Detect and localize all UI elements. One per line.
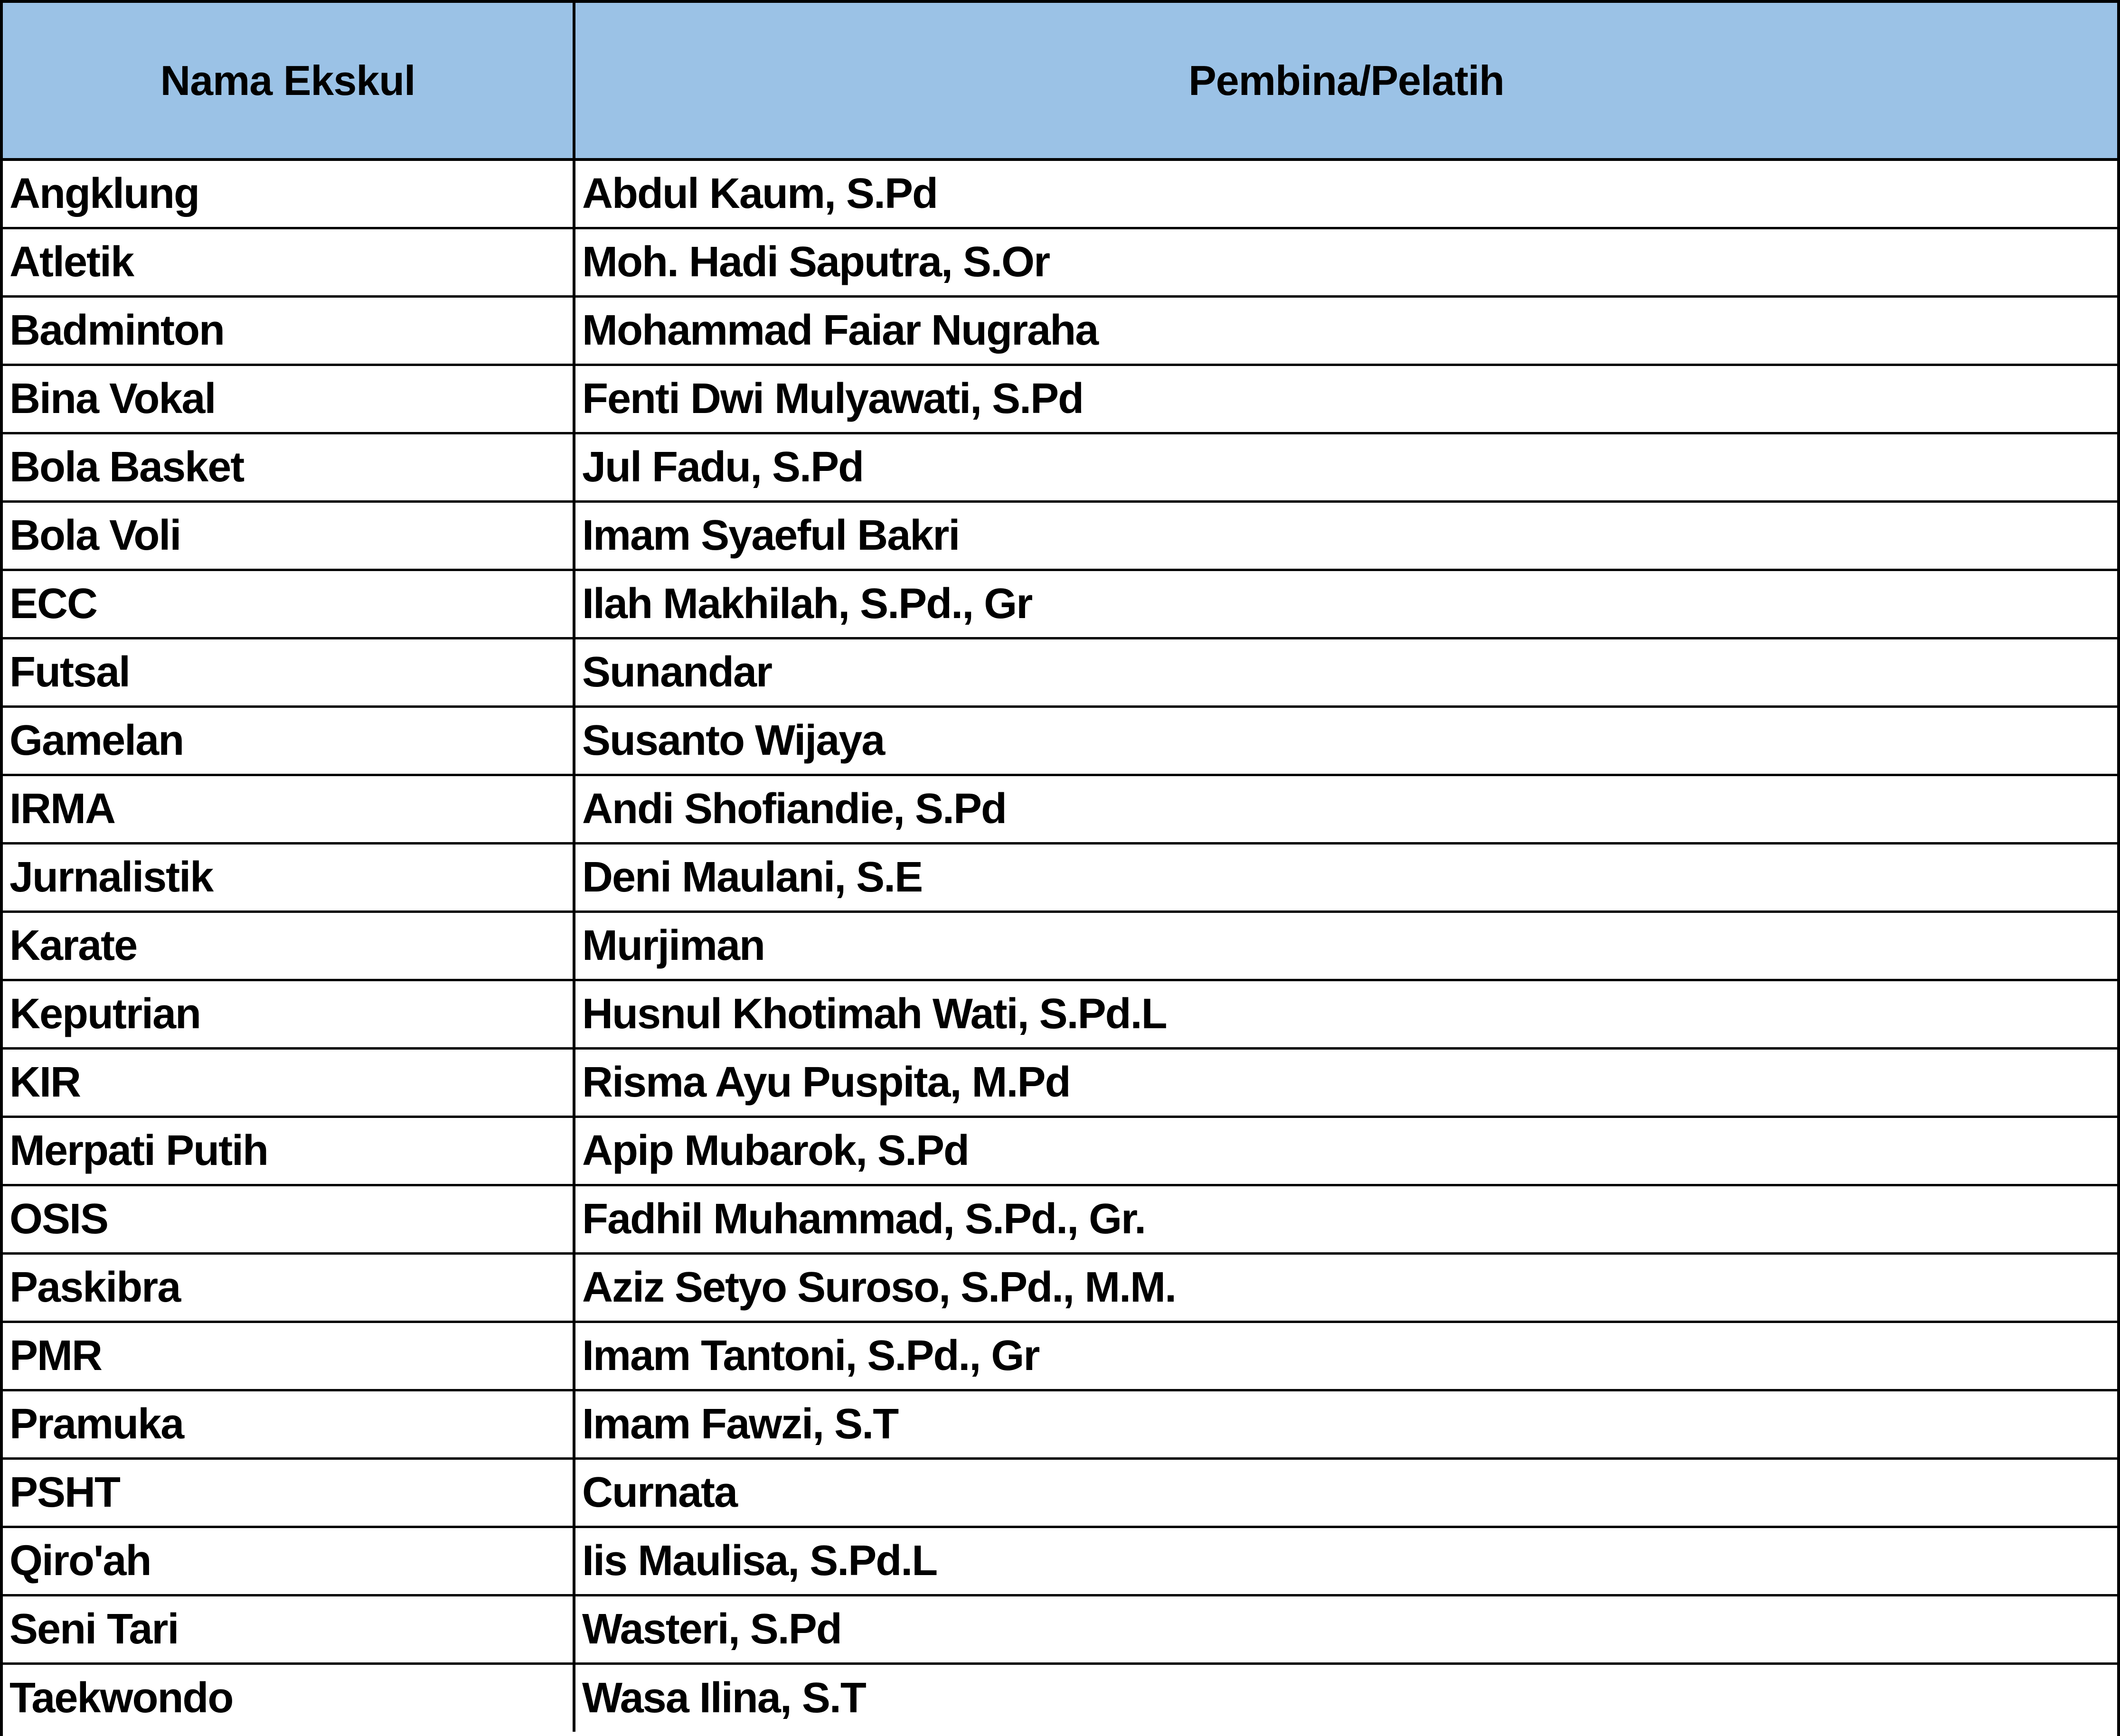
cell-nama-ekskul[interactable]: Bola Basket: [3, 433, 574, 501]
table-body: [3, 160, 2117, 1732]
cell-pembina-pelatih[interactable]: Mohammad Faiar Nugraha: [574, 296, 2117, 365]
cell-pembina-pelatih[interactable]: Abdul Kaum, S.Pd: [574, 160, 2117, 228]
table-row: [3, 570, 2117, 638]
table-row: [3, 1253, 2117, 1322]
cell-pembina-pelatih[interactable]: Imam Syaeful Bakri: [574, 501, 2117, 570]
cell-nama-ekskul[interactable]: KIR: [3, 1048, 574, 1117]
cell-pembina-pelatih[interactable]: Fadhil Muhammad, S.Pd., Gr.: [574, 1185, 2117, 1253]
table-row: [3, 1048, 2117, 1117]
cell-pembina-pelatih[interactable]: Deni Maulani, S.E: [574, 843, 2117, 911]
header-row: [3, 3, 2117, 160]
table-row: [3, 1117, 2117, 1185]
table-row: [3, 365, 2117, 433]
cell-nama-ekskul[interactable]: Merpati Putih: [3, 1117, 574, 1185]
table-row: [3, 775, 2117, 843]
cell-pembina-pelatih[interactable]: Murjiman: [574, 911, 2117, 980]
cell-nama-ekskul[interactable]: Bola Voli: [3, 501, 574, 570]
cell-nama-ekskul[interactable]: Qiro'ah: [3, 1527, 574, 1595]
cell-pembina-pelatih[interactable]: Curnata: [574, 1458, 2117, 1527]
cell-nama-ekskul[interactable]: Keputrian: [3, 980, 574, 1048]
header-cell-pembina-pelatih[interactable]: Pembina/Pelatih: [574, 3, 2117, 160]
cell-nama-ekskul[interactable]: ECC: [3, 570, 574, 638]
cell-nama-ekskul[interactable]: Paskibra: [3, 1253, 574, 1322]
table-row: [3, 501, 2117, 570]
table-row: [3, 160, 2117, 228]
cell-nama-ekskul[interactable]: Jurnalistik: [3, 843, 574, 911]
table-row: [3, 911, 2117, 980]
cell-pembina-pelatih[interactable]: Moh. Hadi Saputra, S.Or: [574, 228, 2117, 296]
table-row: [3, 1185, 2117, 1253]
cell-pembina-pelatih[interactable]: Aziz Setyo Suroso, S.Pd., M.M.: [574, 1253, 2117, 1322]
cell-nama-ekskul[interactable]: Futsal: [3, 638, 574, 706]
table-row: [3, 228, 2117, 296]
table-row: [3, 638, 2117, 706]
header-cell-nama-ekskul[interactable]: Nama Ekskul: [3, 3, 574, 160]
table-row: [3, 1458, 2117, 1527]
cell-nama-ekskul[interactable]: PMR: [3, 1322, 574, 1390]
cell-nama-ekskul[interactable]: Karate: [3, 911, 574, 980]
cell-nama-ekskul[interactable]: Seni Tari: [3, 1595, 574, 1663]
cell-nama-ekskul[interactable]: PSHT: [3, 1458, 574, 1527]
ekskul-table: [3, 3, 2117, 1732]
table-row: [3, 706, 2117, 775]
table-row: [3, 1663, 2117, 1732]
cell-nama-ekskul[interactable]: Angklung: [3, 160, 574, 228]
cell-pembina-pelatih[interactable]: Wasa Ilina, S.T: [582, 1674, 866, 1722]
cell-nama-ekskul[interactable]: Badminton: [3, 296, 574, 365]
table-row: [3, 1595, 2117, 1663]
cell-pembina-pelatih[interactable]: Sunandar: [574, 638, 2117, 706]
cell-nama-ekskul[interactable]: Atletik: [3, 228, 574, 296]
cell-pembina-pelatih[interactable]: Iis Maulisa, S.Pd.L: [574, 1527, 2117, 1595]
cell-pembina-pelatih[interactable]: Andi Shofiandie, S.Pd: [574, 775, 2117, 843]
cell-pembina-pelatih[interactable]: Imam Fawzi, S.T: [574, 1390, 2117, 1458]
cell-nama-ekskul[interactable]: Bina Vokal: [3, 365, 574, 433]
cell-pembina-pelatih[interactable]: Imam Tantoni, S.Pd., Gr: [574, 1322, 2117, 1390]
cell-pembina-pelatih[interactable]: Risma Ayu Puspita, M.Pd: [574, 1048, 2117, 1117]
cell-pembina-pelatih[interactable]: Wasteri, S.Pd: [574, 1595, 2117, 1663]
table-row: [3, 433, 2117, 501]
table-row: [3, 980, 2117, 1048]
cell-pembina-pelatih[interactable]: Husnul Khotimah Wati, S.Pd.L: [574, 980, 2117, 1048]
cell-nama-ekskul[interactable]: Taekwondo: [3, 1663, 574, 1732]
table-row: [3, 296, 2117, 365]
table-row: [3, 1527, 2117, 1595]
table-row: [3, 1322, 2117, 1390]
table-row: [3, 843, 2117, 911]
cell-nama-ekskul[interactable]: Gamelan: [3, 706, 574, 775]
cell-pembina-pelatih[interactable]: Fenti Dwi Mulyawati, S.Pd: [574, 365, 2117, 433]
cell-pembina-pelatih[interactable]: Ilah Makhilah, S.Pd., Gr: [574, 570, 2117, 638]
cell-nama-ekskul[interactable]: IRMA: [3, 775, 574, 843]
cell-nama-ekskul[interactable]: OSIS: [3, 1185, 574, 1253]
cell-pembina-pelatih[interactable]: Jul Fadu, S.Pd: [574, 433, 2117, 501]
cell-pembina-pelatih[interactable]: Apip Mubarok, S.Pd: [574, 1117, 2117, 1185]
cell-nama-ekskul[interactable]: Pramuka: [3, 1390, 574, 1458]
cell-pembina-pelatih[interactable]: Susanto Wijaya: [574, 706, 2117, 775]
table-row: [3, 1390, 2117, 1458]
